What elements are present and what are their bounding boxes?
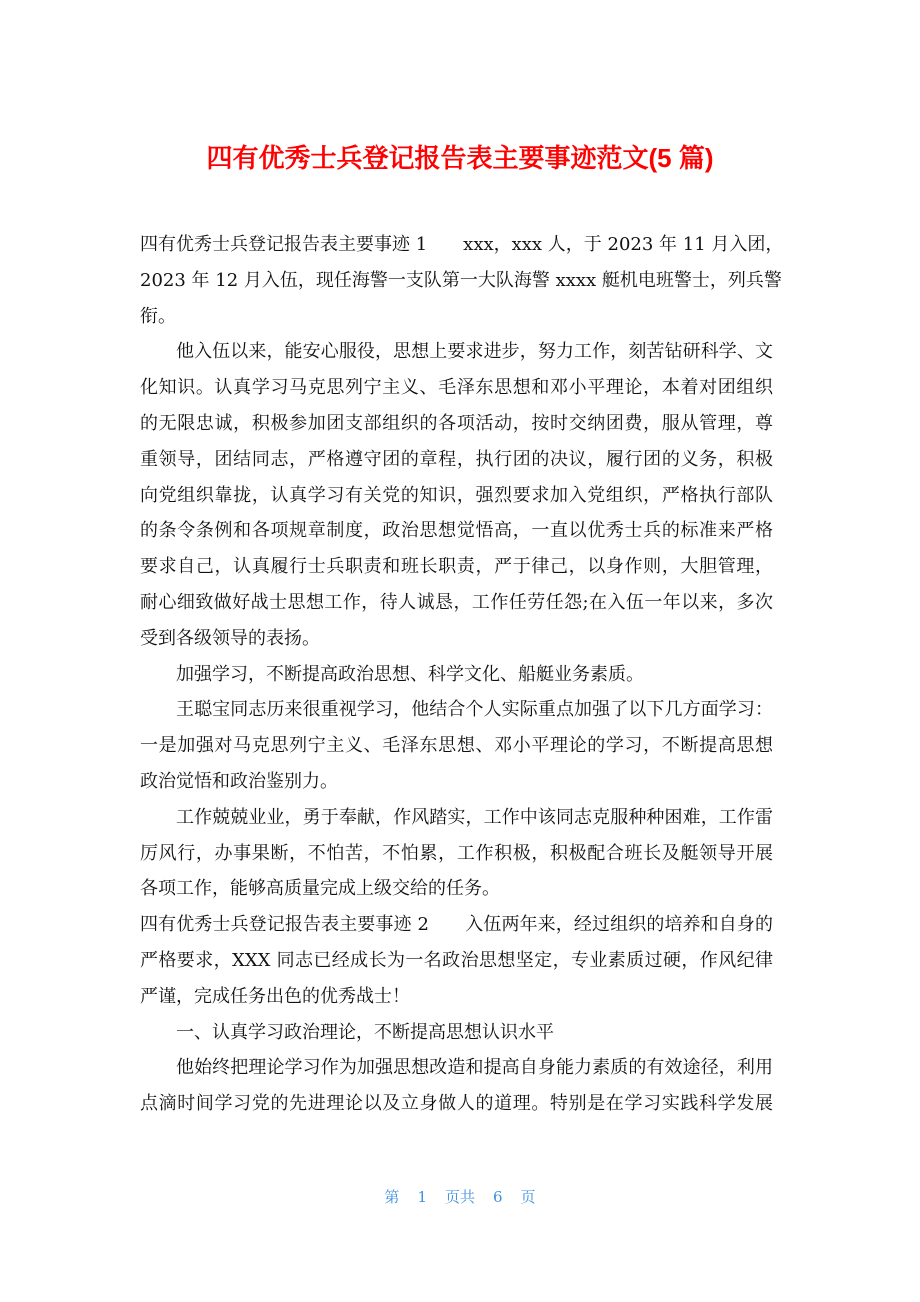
text-line: 王聪宝同志历来很重视学习，他结合个人实际重点加强了以下几方面学习：	[176, 699, 773, 721]
footer-suffix: 页	[520, 1188, 536, 1206]
page-footer	[0, 1186, 920, 1207]
text-line: 厉风行，办事果断，不怕苦，不怕累，工作积极，积极配合班长及艇领导开展	[140, 842, 773, 864]
text-line: 四有优秀士兵登记报告表主要事迹 2 入伍两年来，经过组织的培养和自身的	[140, 914, 773, 936]
text-line: 政治觉悟和政治鉴别力。	[140, 770, 338, 792]
text-line: 点滴时间学习党的先进理论以及立身做人的道理。特别是在学习实践科学发展	[140, 1093, 773, 1115]
document-body	[140, 227, 784, 1122]
text-line: 受到各级领导的表扬。	[140, 627, 320, 649]
total-pages-number: 6	[493, 1188, 503, 1206]
text-line: 的无限忠诚，积极参加团支部组织的各项活动，按时交纳团费，服从管理，尊	[140, 412, 773, 434]
text-line: 衔。	[140, 305, 176, 327]
text-line: 四有优秀士兵登记报告表主要事迹 1 xxx，xxx 人，于 2023 年 11 月入团，	[140, 234, 784, 255]
text-line: 严谨，完成任务出色的优秀战士！	[140, 985, 410, 1007]
text-line: 他入伍以来，能安心服役，思想上要求进步，努力工作，刻苦钻研科学、文	[176, 341, 773, 363]
text-line: 2023 年 12 月入伍，现任海警一支队第一大队海警 xxxx 艇机电班警士，列兵警	[140, 269, 782, 291]
footer-prefix: 第	[384, 1188, 400, 1206]
text-line: 各项工作，能够高质量完成上级交给的任务。	[140, 878, 500, 900]
text-line: 耐心细致做好战士思想工作，待人诚恳，工作任劳任怨;在入伍一年以来，多次	[140, 591, 773, 613]
text-line: 要求自己，认真履行士兵职责和班长职责，严于律己，以身作则，大胆管理，	[140, 556, 773, 578]
text-line: 的条令条例和各项规章制度，政治思想觉悟高，一直以优秀士兵的标准来严格	[140, 520, 773, 542]
document-title: 四有优秀士兵登记报告表主要事迹范文(5 篇)	[206, 143, 714, 173]
text-line: 重领导，团结同志，严格遵守团的章程，执行团的决议，履行团的义务，积极	[140, 448, 773, 470]
text-line: 向党组织靠拢，认真学习有关党的知识，强烈要求加入党组织，严格执行部队	[140, 484, 773, 506]
text-line: 化知识。认真学习马克思列宁主义、毛泽东思想和邓小平理论，本着对团组织	[140, 377, 773, 399]
text-line: 一是加强对马克思列宁主义、毛泽东思想、邓小平理论的学习，不断提高思想	[140, 735, 773, 757]
section-heading: 一、认真学习政治理论，不断提高思想认识水平	[176, 1021, 554, 1043]
text-line: 加强学习，不断提高政治思想、科学文化、船艇业务素质。	[176, 663, 644, 685]
current-page-number: 1	[417, 1188, 427, 1206]
text-line: 工作兢兢业业，勇于奉献，作风踏实，工作中该同志克服种种困难，工作雷	[176, 806, 773, 828]
text-line: 严格要求，XXX 同志已经成长为一名政治思想坚定，专业素质过硬，作风纪律	[140, 949, 773, 971]
footer-mid: 页共	[444, 1188, 475, 1206]
text-line: 他始终把理论学习作为加强思想改造和提高自身能力素质的有效途径，利用	[176, 1057, 773, 1079]
